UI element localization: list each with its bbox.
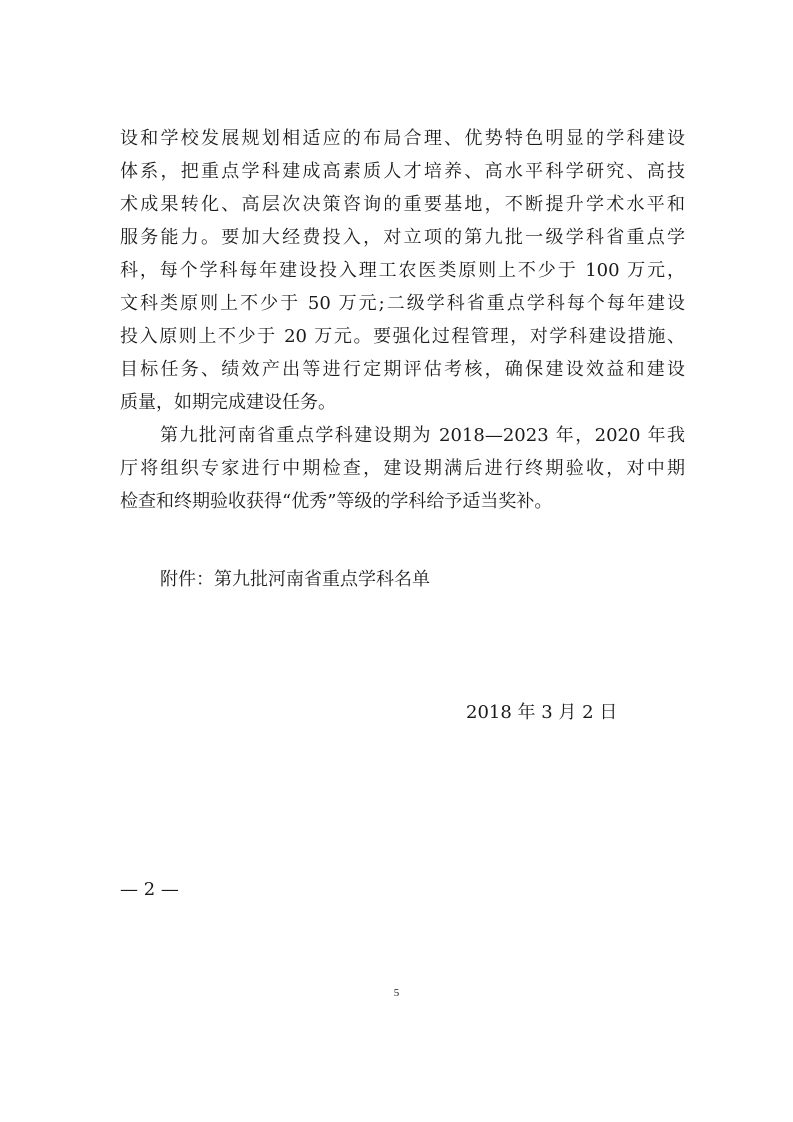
paragraph-2-line-3: 检查和终期验收获得“优秀”等级的学科给予适当奖补。 xyxy=(120,491,553,512)
document-body xyxy=(120,122,685,518)
paragraph-1-line-4: 服务能力。要加大经费投入，对立项的第九批一级学科省重点学 xyxy=(120,227,685,248)
paragraph-1-line-8: 目标任务、绩效产出等进行定期评估考核，确保建设效益和建设 xyxy=(120,359,685,380)
paragraph-1-line-6: 文科类原则上不少于 50 万元;二级学科省重点学科每个每年建设 xyxy=(120,293,685,314)
paragraph-1-line-2: 体系，把重点学科建成高素质人才培养、高水平科学研究、高技 xyxy=(120,161,685,182)
paragraph-2-line-1: 第九批河南省重点学科建设期为 2018—2023 年，2020 年我 xyxy=(160,425,685,446)
footer-page-number: 5 xyxy=(393,987,400,999)
paragraph-1-line-5: 科，每个学科每年建设投入理工农医类原则上不少于 100 万元， xyxy=(120,260,685,281)
page-marker: — 2 — xyxy=(120,879,179,900)
paragraph-1-line-7: 投入原则上不少于 20 万元。要强化过程管理，对学科建设措施、 xyxy=(120,326,685,347)
paragraph-1-line-3: 术成果转化、高层次决策咨询的重要基地，不断提升学术水平和 xyxy=(120,194,685,215)
paragraph-1-line-1: 设和学校发展规划相适应的布局合理、优势特色明显的学科建设 xyxy=(120,128,685,149)
paragraph-1-line-9: 质量，如期完成建设任务。 xyxy=(120,392,336,413)
paragraph-2-line-2: 厅将组织专家进行中期检查，建设期满后进行终期验收，对中期 xyxy=(120,458,685,479)
document-date: 2018 年 3 月 2 日 xyxy=(466,702,618,723)
attachment-note: 附件：第九批河南省重点学科名单 xyxy=(160,569,430,590)
